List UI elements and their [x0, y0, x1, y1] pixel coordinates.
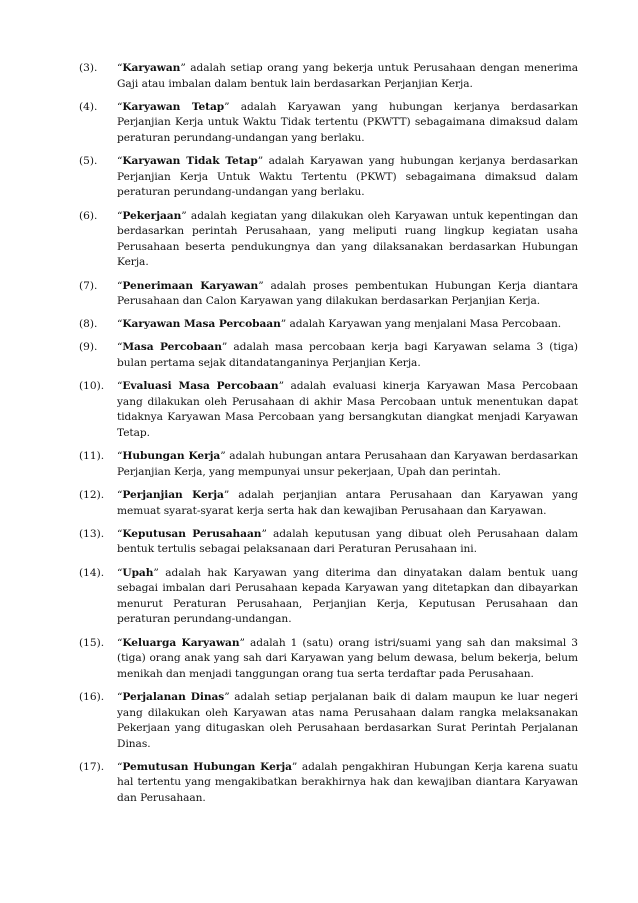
definition-body: adalah evaluasi kinerja Karyawan Masa Percobaan yang dilakukan oleh Perusahaan di akhir Masa Percobaan untuk menentukan dapat tidaknya Karyawan Masa Percobaan yang bersangkutan diangkat menjadi Karyawan Tetap.: [117, 380, 578, 440]
definition-term: Pemutusan Hubungan Kerja: [122, 760, 292, 773]
definition-term: Keluarga Karyawan: [122, 636, 240, 649]
definition-number: (4).: [79, 100, 98, 113]
definition-term: Masa Percobaan: [122, 341, 222, 354]
definition-text: “Pemutusan Hubungan Kerja” adalah pengakhiran Hubungan Kerja karena suatu hal tertentu yang mengakibatkan berakhirnya hak dan kewajiban diantara Karyawan dan Perusahaan.: [117, 760, 578, 805]
definition-body: adalah Karyawan yang hubungan kerjanya berdasarkan Perjanjian Kerja untuk Waktu Tidak tertentu (PKWTT) sebagaimana dimaksud dalam peraturan perundang-undangan yang berlaku.: [117, 100, 579, 144]
definition-body: adalah masa percobaan kerja bagi Karyawan selama 3 (tiga) bulan pertama sejak ditandatanganinya Perjanjian Kerja.: [117, 341, 578, 370]
definition-text: “Hubungan Kerja” adalah hubungan antara Perusahaan dan Karyawan berdasarkan Perjanjian Kerja, yang mempunyai unsur pekerjaan, Upah dan perintah.: [117, 450, 579, 478]
definition-term: Keputusan Perusahaan: [122, 527, 262, 540]
definition-item: [79, 760, 578, 807]
definition-item: [79, 100, 578, 147]
definition-term: Perjanjian Kerja: [122, 489, 224, 501]
definition-number: (10).: [79, 380, 105, 393]
definition-body: adalah Karyawan yang hubungan kerjanya berdasarkan Perjanjian Kerja Untuk Waktu Tertentu (PKWT) sebagaimana dimaksud dalam peraturan perundang-undangan yang berlaku.: [117, 155, 578, 199]
definition-body: adalah Karyawan yang menjalani Masa Percobaan.: [286, 318, 562, 331]
definition-body: adalah kegiatan yang dilakukan oleh Karyawan untuk kepentingan dan berdasarkan perintah Perusahaan, yang meliputi ruang lingkup kegiatan usaha Perusahaan beserta pendukungnya dan yang dilaksanakan berdasarkan Hubungan Kerja.: [117, 209, 578, 269]
definition-body: adalah hubungan antara Perusahaan dan Karyawan berdasarkan Perjanjian Kerja, yang mempunyai unsur pekerjaan, Upah dan perintah.: [117, 450, 579, 478]
definition-number: (17).: [79, 760, 105, 773]
definition-term: Upah: [122, 566, 154, 579]
definition-number: (8).: [79, 318, 98, 331]
definition-text: “Masa Percobaan” adalah masa percobaan kerja bagi Karyawan selama 3 (tiga) bulan pertama sejak ditandatanganinya Perjanjian Kerja.: [117, 341, 578, 370]
definition-number: (9).: [79, 341, 98, 354]
definition-body: adalah pengakhiran Hubungan Kerja karena suatu hal tertentu yang mengakibatkan berakhirnya hak dan kewajiban diantara Karyawan dan Perusahaan.: [117, 760, 578, 805]
definition-item: [79, 379, 578, 441]
definition-term: Penerimaan Karyawan: [122, 279, 259, 292]
definition-list: [0, 61, 638, 807]
definition-body: adalah setiap perjalanan baik di dalam maupun ke luar negeri yang dilakukan oleh Karyawan atas nama Perusahaan dalam rangka melaksanakan Pekerjaan yang ditugaskan oleh Perusahaan berdasarkan Surat Perintah Perjalanan Dinas.: [117, 690, 578, 750]
definition-text: “Evaluasi Masa Percobaan” adalah evaluasi kinerja Karyawan Masa Percobaan yang dilakukan oleh Perusahaan di akhir Masa Percobaan untuk menentukan dapat tidaknya Karyawan Masa Percobaan yang bersangkutan diangkat menjadi Karyawan Tetap.: [117, 380, 578, 440]
definition-text: “Karyawan Masa Percobaan” adalah Karyawan yang menjalani Masa Percobaan.: [117, 318, 562, 331]
definition-text: “Karyawan Tetap” adalah Karyawan yang hubungan kerjanya berdasarkan Perjanjian Kerja untuk Waktu Tidak tertentu (PKWTT) sebagaimana dimaksud dalam peraturan perundang-undangan yang berlaku.: [117, 100, 579, 144]
definition-item: [79, 566, 578, 628]
definition-item: [79, 636, 578, 683]
definition-item: [79, 154, 578, 201]
definition-text: “Karyawan” adalah setiap orang yang bekerja untuk Perusahaan dengan menerima Gaji atau imbalan dalam bentuk lain berdasarkan Perjanjian Kerja.: [117, 62, 578, 90]
definition-item: [79, 690, 578, 752]
definition-text: “Keluarga Karyawan” adalah 1 (satu) orang istri/suami yang sah dan maksimal 3 (tiga) orang anak yang sah dari Karyawan yang belum dewasa, belum bekerja, belum menikah dan menjadi tanggungan orang tua serta terdaftar pada Perusahaan.: [117, 636, 578, 680]
definition-item: [79, 209, 578, 271]
definition-text: “Perjalanan Dinas” adalah setiap perjalanan baik di dalam maupun ke luar negeri yang dilakukan oleh Karyawan atas nama Perusahaan dalam rangka melaksanakan Pekerjaan yang ditugaskan oleh Perusahaan berdasarkan Surat Perintah Perjalanan Dinas.: [117, 690, 578, 750]
definition-number: (7).: [79, 279, 98, 292]
definition-number: (13).: [79, 527, 105, 540]
definition-item: [79, 340, 578, 371]
definition-text: “Keputusan Perusahaan” adalah keputusan yang dibuat oleh Perusahaan dalam bentuk tertulis sebagai pelaksanaan dari Peraturan Perusahaan ini.: [117, 527, 578, 556]
definition-term: Karyawan Tetap: [122, 100, 225, 113]
definition-text: “Upah” adalah hak Karyawan yang diterima dan dinyatakan dalam bentuk uang sebagai imbalan dari Perusahaan kepada Karyawan yang ditetapkan dan dibayarkan menurut Peraturan Perusahaan, Perjanjian Kerja, Keputusan Perusahaan dan peraturan perundang-undangan.: [117, 566, 578, 626]
definition-item: [79, 317, 578, 333]
definition-term: Karyawan Tidak Tetap: [122, 155, 258, 168]
definition-term: Karyawan: [122, 62, 181, 74]
definition-number: (5).: [79, 155, 98, 168]
definition-item: [79, 527, 578, 558]
definition-item: [79, 279, 578, 310]
definition-body: adalah keputusan yang dibuat oleh Perusahaan dalam bentuk tertulis sebagai pelaksanaan dari Peraturan Perusahaan ini.: [117, 527, 578, 556]
definition-number: (12).: [79, 489, 105, 501]
definition-text: “Penerimaan Karyawan” adalah proses pembentukan Hubungan Kerja diantara Perusahaan dan Calon Karyawan yang dilakukan berdasarkan Perjanjian Kerja.: [117, 279, 578, 308]
definition-number: (15).: [79, 636, 105, 649]
definition-body: adalah 1 (satu) orang istri/suami yang sah dan maksimal 3 (tiga) orang anak yang sah dari Karyawan yang belum dewasa, belum bekerja, belum menikah dan menjadi tanggungan orang tua serta terdaftar pada Perusahaan.: [117, 636, 578, 680]
definition-body: adalah setiap orang yang bekerja untuk Perusahaan dengan menerima Gaji atau imbalan dalam bentuk lain berdasarkan Perjanjian Kerja.: [117, 62, 578, 90]
definition-item: [79, 488, 578, 519]
definition-body: adalah hak Karyawan yang diterima dan dinyatakan dalam bentuk uang sebagai imbalan dari Perusahaan kepada Karyawan yang ditetapkan dan dibayarkan menurut Peraturan Perusahaan, Perjanjian Kerja, Keputusan Perusahaan dan peraturan perundang-undangan.: [117, 566, 578, 626]
definition-number: (14).: [79, 566, 105, 579]
definition-term: Hubungan Kerja: [122, 450, 221, 463]
definition-item: [79, 449, 578, 480]
definition-body: adalah proses pembentukan Hubungan Kerja diantara Perusahaan dan Calon Karyawan yang dilakukan berdasarkan Perjanjian Kerja.: [117, 279, 578, 308]
definition-number: (3).: [79, 62, 98, 74]
definition-number: (6).: [79, 209, 98, 222]
definition-number: (16).: [79, 690, 105, 703]
definition-body: adalah perjanjian antara Perusahaan dan Karyawan yang memuat syarat-syarat kerja serta hak dan kewajiban Perusahaan dan Karyawan.: [117, 489, 578, 517]
definition-text: “Perjanjian Kerja” adalah perjanjian antara Perusahaan dan Karyawan yang memuat syarat-syarat kerja serta hak dan kewajiban Perusahaan dan Karyawan.: [117, 489, 578, 517]
definition-term: Evaluasi Masa Percobaan: [122, 380, 279, 393]
definition-term: Pekerjaan: [122, 209, 182, 222]
definition-term: Perjalanan Dinas: [122, 690, 225, 703]
definition-item: [79, 61, 578, 92]
definition-number: (11).: [79, 450, 105, 463]
definition-text: “Pekerjaan” adalah kegiatan yang dilakukan oleh Karyawan untuk kepentingan dan berdasarkan perintah Perusahaan, yang meliputi ruang lingkup kegiatan usaha Perusahaan beserta pendukungnya dan yang dilaksanakan berdasarkan Hubungan Kerja.: [117, 209, 578, 269]
definition-term: Karyawan Masa Percobaan: [122, 318, 281, 331]
definition-text: “Karyawan Tidak Tetap” adalah Karyawan yang hubungan kerjanya berdasarkan Perjanjian Kerja Untuk Waktu Tertentu (PKWT) sebagaimana dimaksud dalam peraturan perundang-undangan yang berlaku.: [117, 155, 578, 199]
